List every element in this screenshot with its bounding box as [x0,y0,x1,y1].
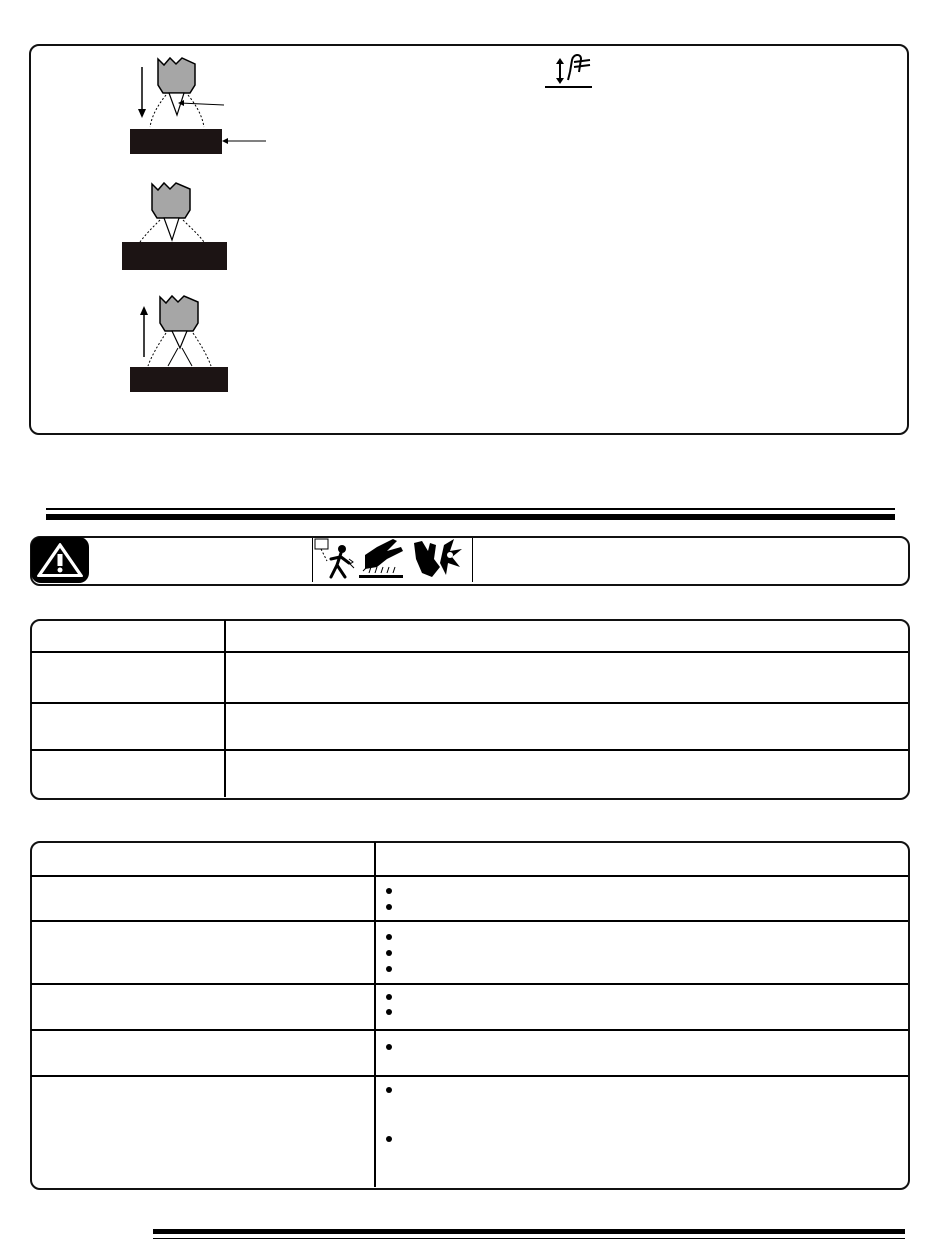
bullet-point [386,934,392,940]
electrode-touchdown-icon [128,55,273,157]
warning-banner [30,536,910,586]
table2-row-divider [31,875,908,877]
lift-tig-arc-symbol-icon [544,50,594,90]
table2-row-divider [31,1075,908,1077]
bullet-point [386,904,392,910]
table2-column-divider [374,842,376,1187]
electrode-lift-icon [128,293,233,393]
table1-column-divider [224,620,226,797]
electrode-contact-icon [120,180,230,272]
section-divider-bottom [46,514,895,520]
banner-divider-right [472,538,473,582]
specification-table [30,619,910,800]
footer-rule-thin [153,1238,905,1239]
footer-rule-thick [153,1229,905,1234]
table2-row-divider [31,1029,908,1031]
bullet-point [386,994,392,1000]
bullet-point [386,1009,392,1015]
troubleshooting-table [30,841,910,1190]
bullet-point [386,1087,392,1093]
table1-row-divider [31,749,908,751]
warning-triangle-icon [30,536,90,584]
table2-row-divider [31,920,908,922]
bullet-point [386,1136,392,1142]
table2-row-divider [31,983,908,985]
electric-shock-hazard-icon [313,537,357,582]
table1-row-divider [31,651,908,653]
bullet-point [386,1044,392,1050]
section-divider-top [46,508,895,510]
table1-row-divider [31,702,908,704]
hot-surface-hazard-icon [357,537,407,582]
bullet-point [386,966,392,972]
bullet-point [386,950,392,956]
moving-parts-hazard-icon [410,537,464,582]
bullet-point [386,888,392,894]
